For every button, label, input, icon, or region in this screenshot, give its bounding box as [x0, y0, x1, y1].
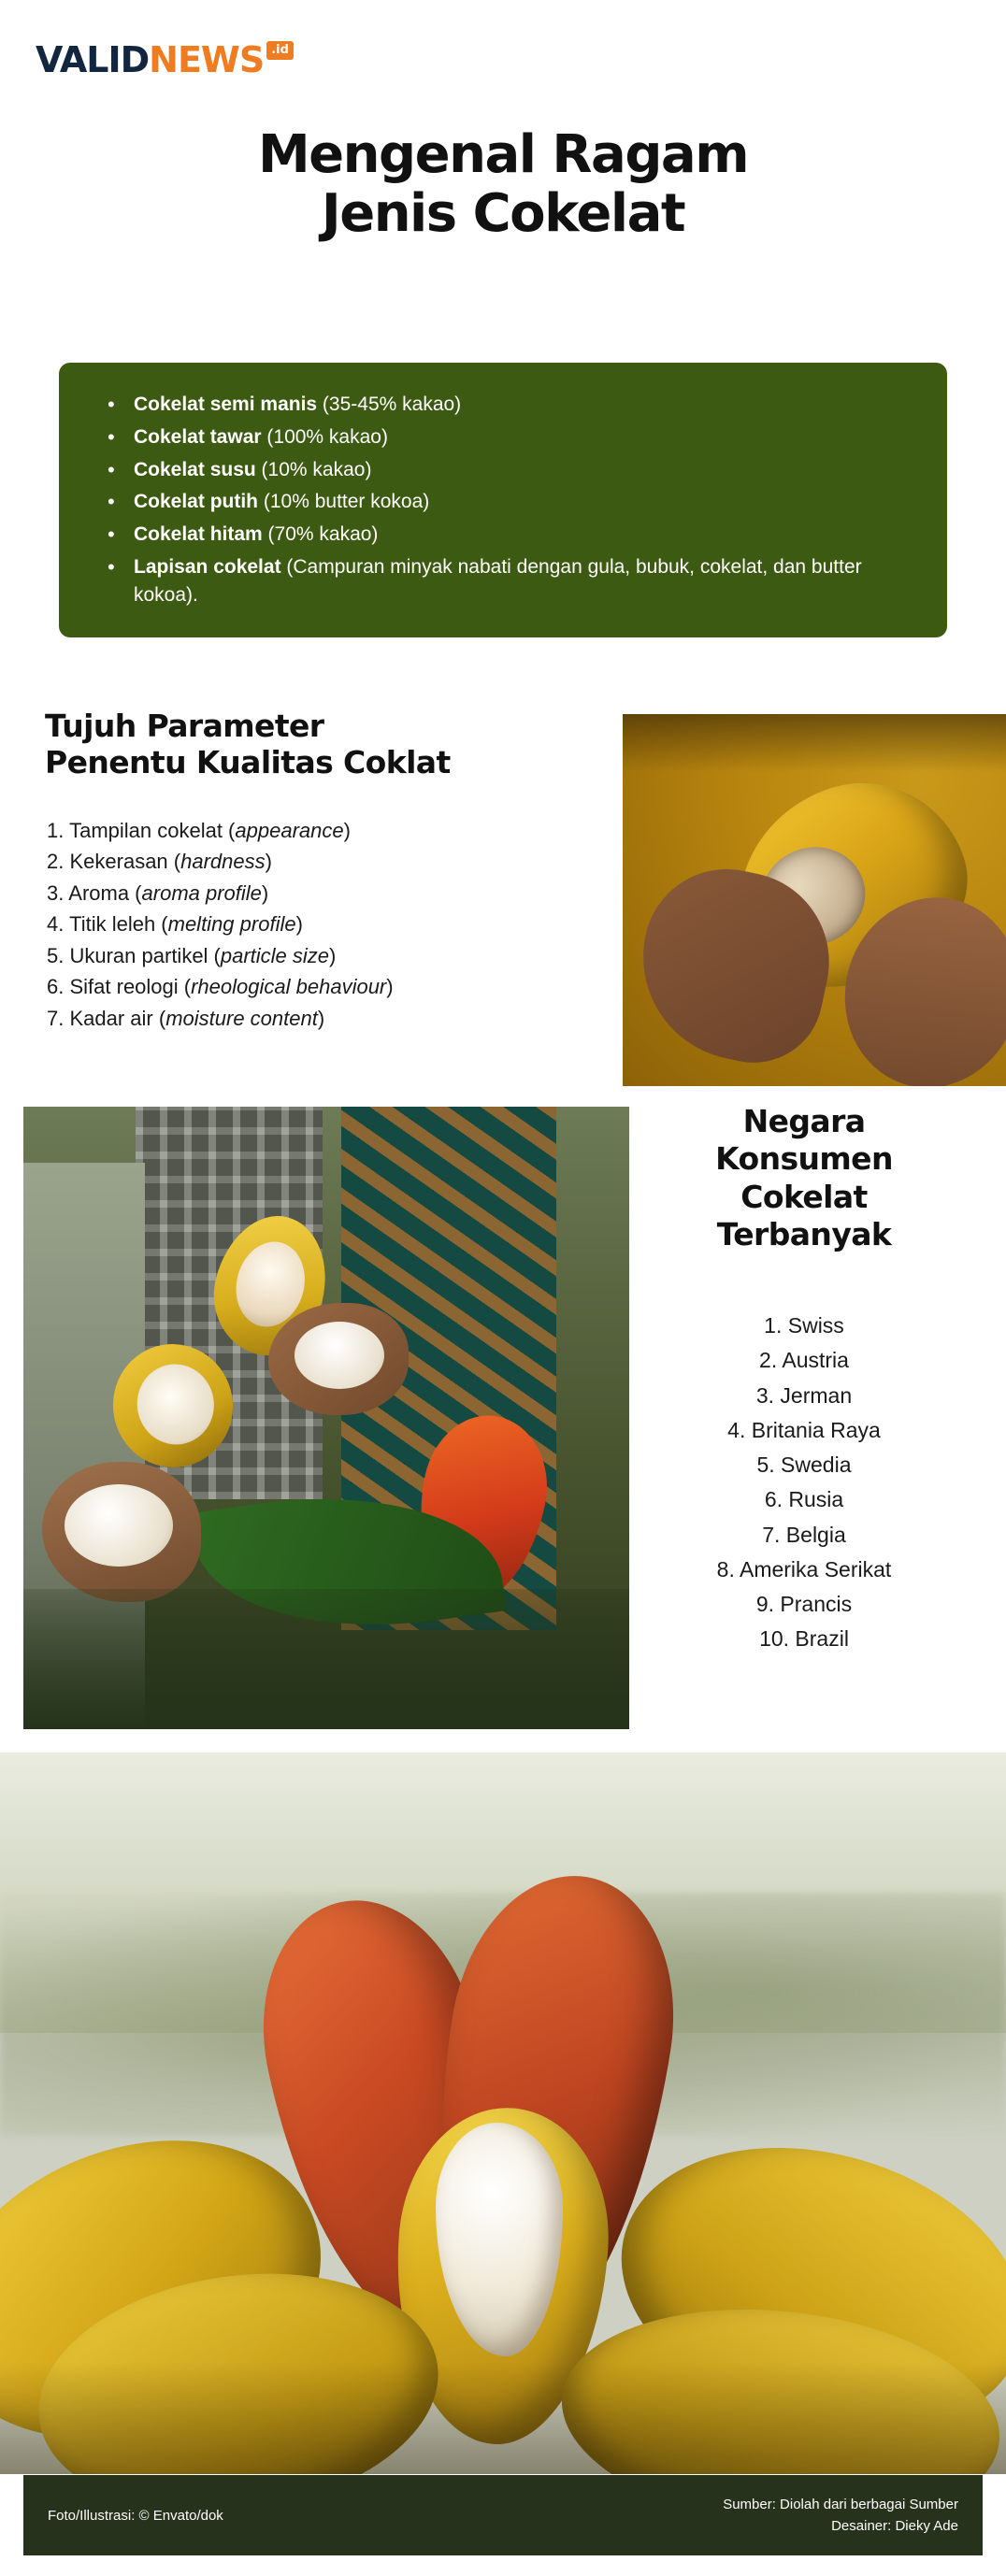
item-number: 1. — [47, 819, 65, 842]
type-detail: (70% kakao) — [262, 523, 379, 546]
page-title — [0, 126, 1006, 243]
list-item — [47, 940, 626, 971]
item-emphasis: appearance — [235, 819, 344, 842]
photo-vignette — [623, 714, 1006, 772]
list-item: 7. Belgia — [762, 1522, 846, 1547]
type-name: Cokelat hitam — [134, 523, 263, 546]
parameters-list — [47, 815, 626, 1034]
cacao-pulp-shape-1 — [65, 1484, 173, 1567]
page-title-line-1: Mengenal Ragam — [257, 124, 749, 185]
item-number: 3. — [47, 880, 65, 905]
type-detail: (35-45% kakao) — [317, 394, 462, 415]
list-item: 3. Jerman — [755, 1382, 853, 1408]
list-item — [47, 1003, 626, 1034]
list-item — [47, 971, 626, 1002]
countries-heading-line-1: Negara — [742, 1103, 866, 1139]
photo-cacao-pod-in-hands — [623, 714, 1006, 1086]
type-name: Lapisan cokelat — [134, 556, 281, 579]
item-text-after: ) — [386, 975, 394, 999]
list-item — [91, 488, 915, 516]
item-number: 5. — [47, 943, 65, 967]
item-text: Tampilan cokelat ( — [69, 819, 236, 842]
item-text: Kekerasan ( — [69, 850, 181, 874]
item-text-after: ) — [261, 880, 269, 905]
type-detail: (Campuran minyak nabati dengan gula, bubuk, cokelat, dan butter kokoa). — [134, 556, 862, 606]
item-emphasis: particle size — [220, 943, 330, 967]
countries-heading-line-2: Konsumen — [715, 1140, 893, 1178]
item-text: Aroma ( — [68, 880, 142, 905]
photo-farmers-holding-cacao — [23, 1107, 629, 1729]
item-number: 6. — [47, 975, 65, 999]
item-text: Kadar air ( — [69, 1006, 166, 1030]
list-item — [91, 553, 915, 609]
list-item — [91, 391, 915, 419]
list-item — [91, 456, 915, 484]
type-name: Cokelat semi manis — [134, 394, 318, 415]
photo-bottom-shadow — [0, 2362, 1006, 2474]
footer-designer: Desainer: Dieky Ade — [831, 2518, 958, 2534]
item-text: Titik leleh ( — [69, 912, 168, 937]
list-item: 8. Amerika Serikat — [716, 1556, 892, 1581]
list-item — [47, 846, 626, 877]
logo-badge-id: .id — [266, 41, 294, 60]
chocolate-types-list — [91, 391, 915, 609]
type-detail: (10% butter kokoa) — [258, 491, 430, 513]
item-number: 7. — [47, 1006, 65, 1030]
list-item — [47, 909, 626, 939]
countries-list — [617, 1309, 991, 1657]
ground-shadow — [23, 1589, 629, 1729]
footer-source: Sumber: Diolah dari berbagai Sumber — [723, 2496, 958, 2512]
list-item: 1. Swiss — [764, 1313, 844, 1338]
item-number: 4. — [47, 912, 65, 937]
footer-credits — [723, 2494, 958, 2538]
footer-bar — [23, 2475, 983, 2555]
photo-cacao-harvest — [0, 1753, 1006, 2474]
footer-photo-credit: Foto/Illustrasi: © Envato/dok — [48, 2507, 223, 2524]
countries-heading — [617, 1103, 991, 1253]
list-item: 2. Austria — [759, 1348, 849, 1373]
item-emphasis: melting profile — [167, 912, 296, 937]
list-item — [91, 423, 915, 451]
logo-text-news: NEWS — [149, 39, 265, 80]
parameters-heading-line-2: Penentu Kualitas Coklat — [45, 743, 451, 780]
item-text-after: ) — [329, 943, 337, 967]
cacao-pulp-shape-2 — [295, 1322, 384, 1389]
countries-heading-line-3: Cokelat — [740, 1178, 868, 1215]
parameters-heading-line-1: Tujuh Parameter — [45, 708, 324, 744]
countries-heading-line-4: Terbanyak — [716, 1215, 892, 1252]
page-title-line-2: Jenis Cokelat — [321, 182, 685, 244]
item-number: 2. — [47, 850, 65, 874]
item-emphasis: aroma profile — [141, 880, 262, 905]
type-detail: (10% kakao) — [255, 458, 372, 480]
item-emphasis: moisture content — [165, 1006, 318, 1030]
list-item — [47, 815, 626, 846]
list-item — [47, 878, 626, 909]
type-name: Cokelat tawar — [134, 425, 262, 448]
list-item: 5. Swedia — [756, 1453, 852, 1477]
item-text: Sifat reologi ( — [69, 975, 192, 999]
item-text: Ukuran partikel ( — [69, 943, 221, 967]
item-text-after: ) — [265, 850, 272, 874]
item-emphasis: hardness — [180, 850, 266, 874]
chocolate-types-box — [59, 363, 947, 637]
type-detail: (100% kakao) — [261, 425, 388, 448]
parameters-heading — [45, 708, 625, 781]
list-item: 10. Brazil — [759, 1626, 849, 1652]
item-emphasis: rheological behaviour — [191, 975, 387, 999]
list-item — [91, 521, 915, 549]
list-item: 6. Rusia — [764, 1487, 844, 1512]
type-name: Cokelat susu — [134, 458, 256, 480]
item-text-after: ) — [317, 1006, 325, 1030]
site-logo[interactable] — [36, 39, 294, 80]
logo-text-valid: VALID — [36, 39, 150, 80]
type-name: Cokelat putih — [134, 491, 259, 513]
item-text-after: ) — [295, 912, 303, 937]
item-text-after: ) — [343, 819, 351, 842]
list-item: 9. Prancis — [755, 1592, 853, 1616]
list-item: 4. Britania Raya — [727, 1417, 881, 1442]
